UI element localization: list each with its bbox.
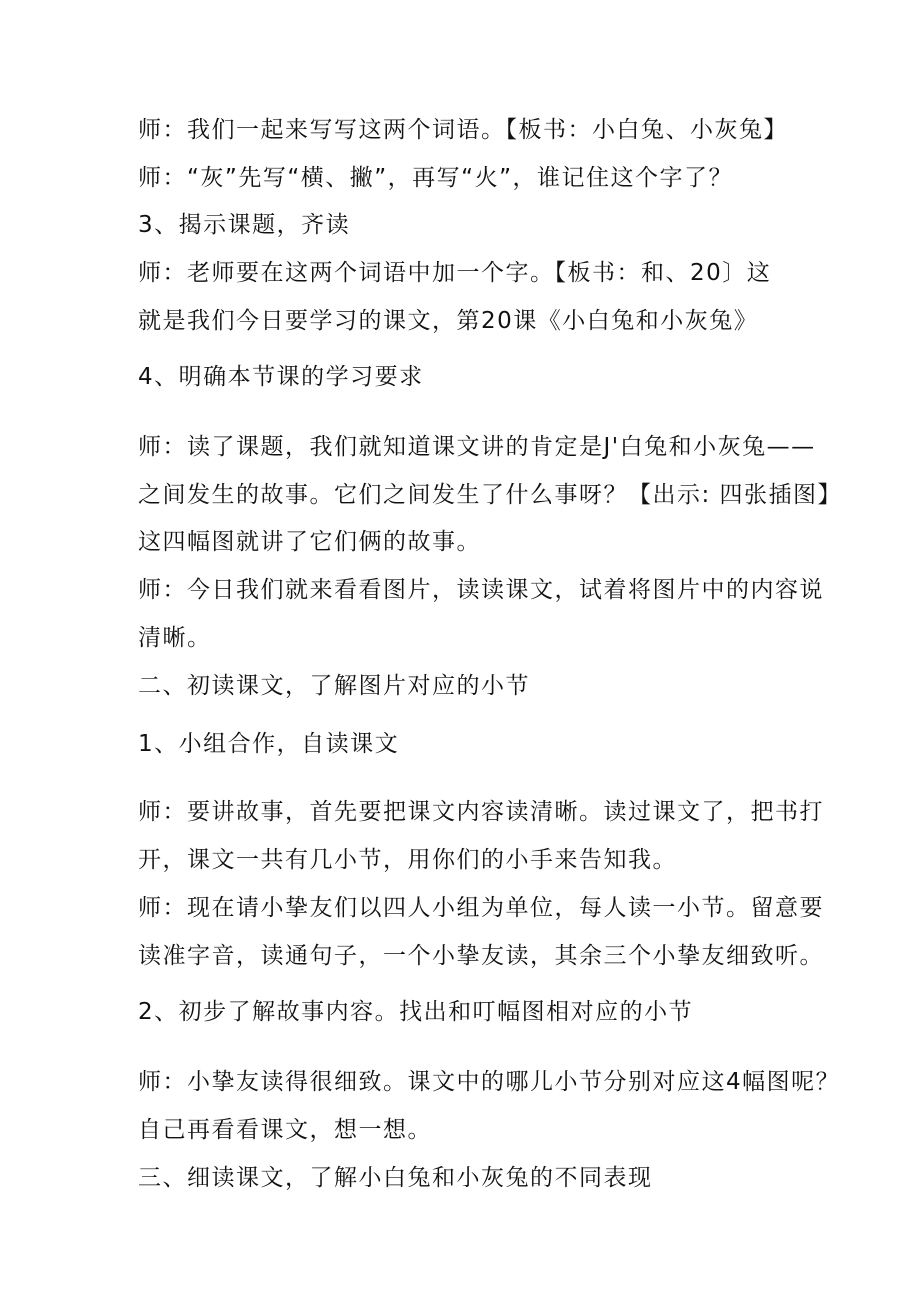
text-line: 开，课文一共有几小节，用你们的小手来告知我。: [138, 847, 677, 873]
text-line: 清晰。: [138, 625, 212, 651]
text-line: 师：现在请小挚友们以四人小组为单位，每人读一小节。留意要: [138, 895, 824, 921]
text-line: 师：要讲故事，首先要把课文内容读清晰。读过课文了，把书打: [138, 799, 824, 825]
text-line: 之间发生的故事。它们之间发生了什么事呀？【出示: 四张插图】: [138, 482, 843, 508]
section-heading: 三、细读课文，了解小白兔和小灰兔的不同表现: [138, 1165, 653, 1191]
text-line: 就是我们今日要学习的课文，第20课《小白兔和小灰兔》: [138, 308, 759, 334]
text-line: 自己再看看课文，想一想。: [138, 1117, 432, 1143]
section-heading: 4、明确本节课的学习要求: [138, 364, 424, 390]
text-line: 师：老师要在这两个词语中加一个字。【板书：和、20〕这: [138, 260, 772, 286]
text-line: 读准字音，读通句子，一个小挚友读，其余三个小挚友细致听。: [138, 943, 824, 969]
text-line: 师：读了课题，我们就知道课文讲的肯定是J'白兔和小灰兔——: [138, 434, 816, 460]
section-heading: 2、初步了解故事内容。找出和叮幅图相对应的小节: [138, 999, 694, 1025]
text-line: 师：小挚友读得很细致。课文中的哪儿小节分别对应这4幅图呢？: [138, 1069, 841, 1095]
text-line: 这四幅图就讲了它们俩的故事。: [138, 529, 481, 555]
text-line: 师：我们一起来写写这两个词语。【板书：小白兔、小灰兔】: [138, 117, 788, 143]
section-heading: 二、初读课文，了解图片对应的小节: [138, 673, 530, 699]
section-heading: 1、小组合作，自读课文: [138, 731, 400, 757]
text-line: 师：“灰”先写“横、撇”，再写“火”，谁记住这个字了？: [138, 165, 733, 191]
section-heading: 3、揭示课题，齐读: [138, 212, 351, 238]
text-line: 师：今日我们就来看看图片，读读课文，试着将图片中的内容说: [138, 577, 824, 603]
